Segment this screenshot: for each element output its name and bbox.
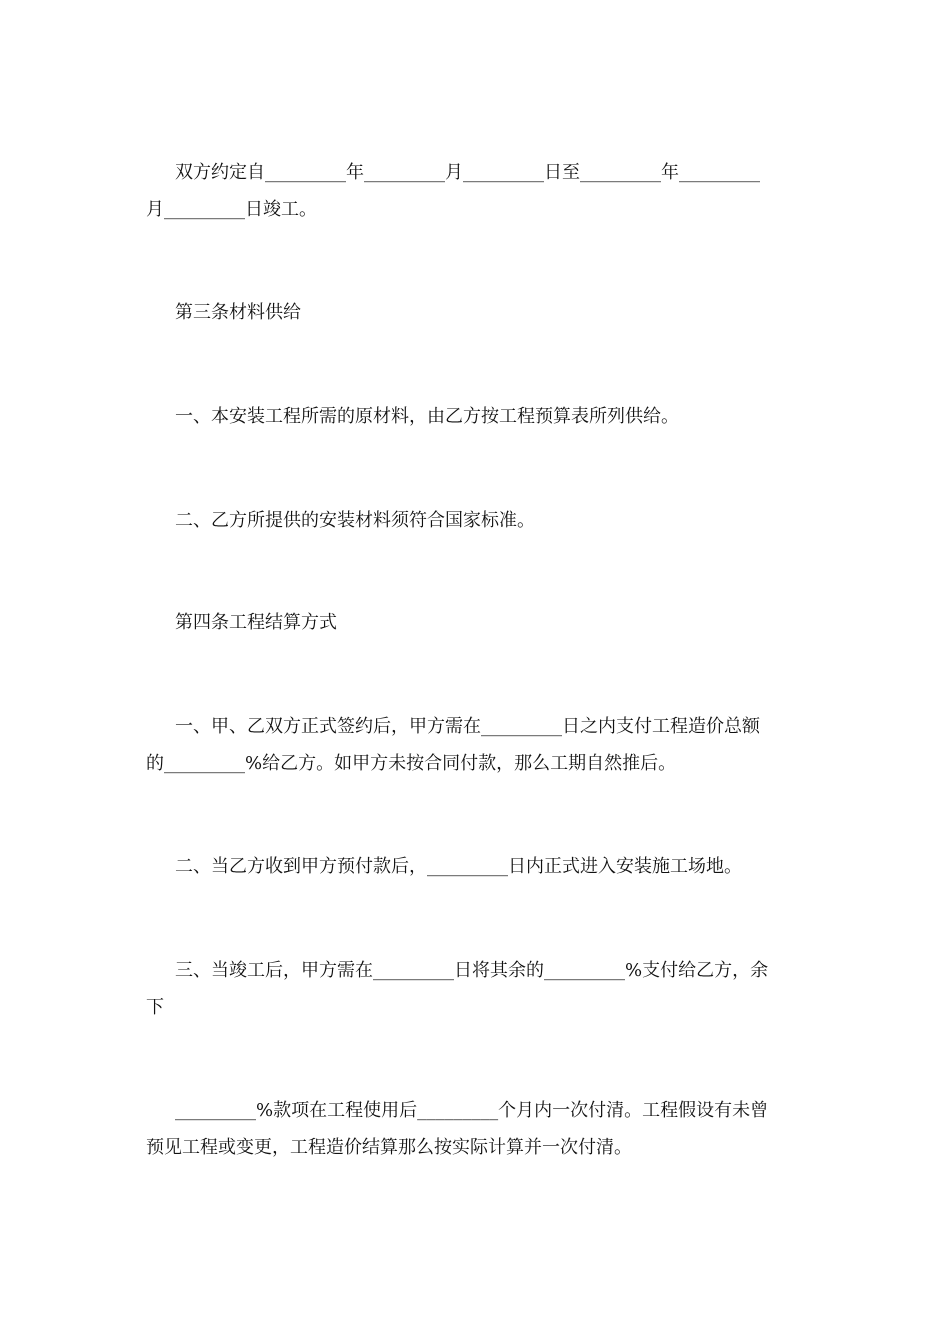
article-4-item-1: [146, 708, 806, 782]
text-line: _________%款项在工程使用后_________个月内一次付清。工程假设有未曾: [175, 1100, 769, 1121]
heading-text: 第三条材料供给: [175, 302, 301, 323]
text-line: 一、本安装工程所需的原材料，由乙方按工程预算表所列供给。: [175, 406, 679, 427]
text-line: 双方约定自_________年_________月_________日至_________年_________: [175, 162, 760, 183]
text-line: 月_________日竣工。: [146, 199, 317, 220]
article-3-item-1: [146, 398, 806, 435]
article-4-item-3-continued: [146, 1092, 806, 1166]
paragraph-completion-date: [146, 154, 806, 228]
article-3-item-2: [146, 502, 806, 539]
text-line: 一、甲、乙双方正式签约后，甲方需在_________日之内支付工程造价总额: [175, 716, 760, 737]
article-3-heading: [146, 294, 806, 331]
article-4-item-3: [146, 952, 806, 1026]
article-4-heading: [146, 604, 806, 641]
text-line: 预见工程或变更，工程造价结算那么按实际计算并一次付清。: [146, 1137, 632, 1158]
text-line: 二、乙方所提供的安装材料须符合国家标准。: [175, 510, 535, 531]
text-line: 二、当乙方收到甲方预付款后，_________日内正式进入安装施工场地。: [175, 856, 742, 877]
article-4-item-2: [146, 848, 806, 885]
text-line: 下: [146, 997, 164, 1018]
text-line: 的_________%给乙方。如甲方未按合同付款，那么工期自然推后。: [146, 753, 677, 774]
text-line: 三、当竣工后，甲方需在_________日将其余的_________%支付给乙方，余: [175, 960, 769, 981]
heading-text: 第四条工程结算方式: [175, 612, 337, 633]
